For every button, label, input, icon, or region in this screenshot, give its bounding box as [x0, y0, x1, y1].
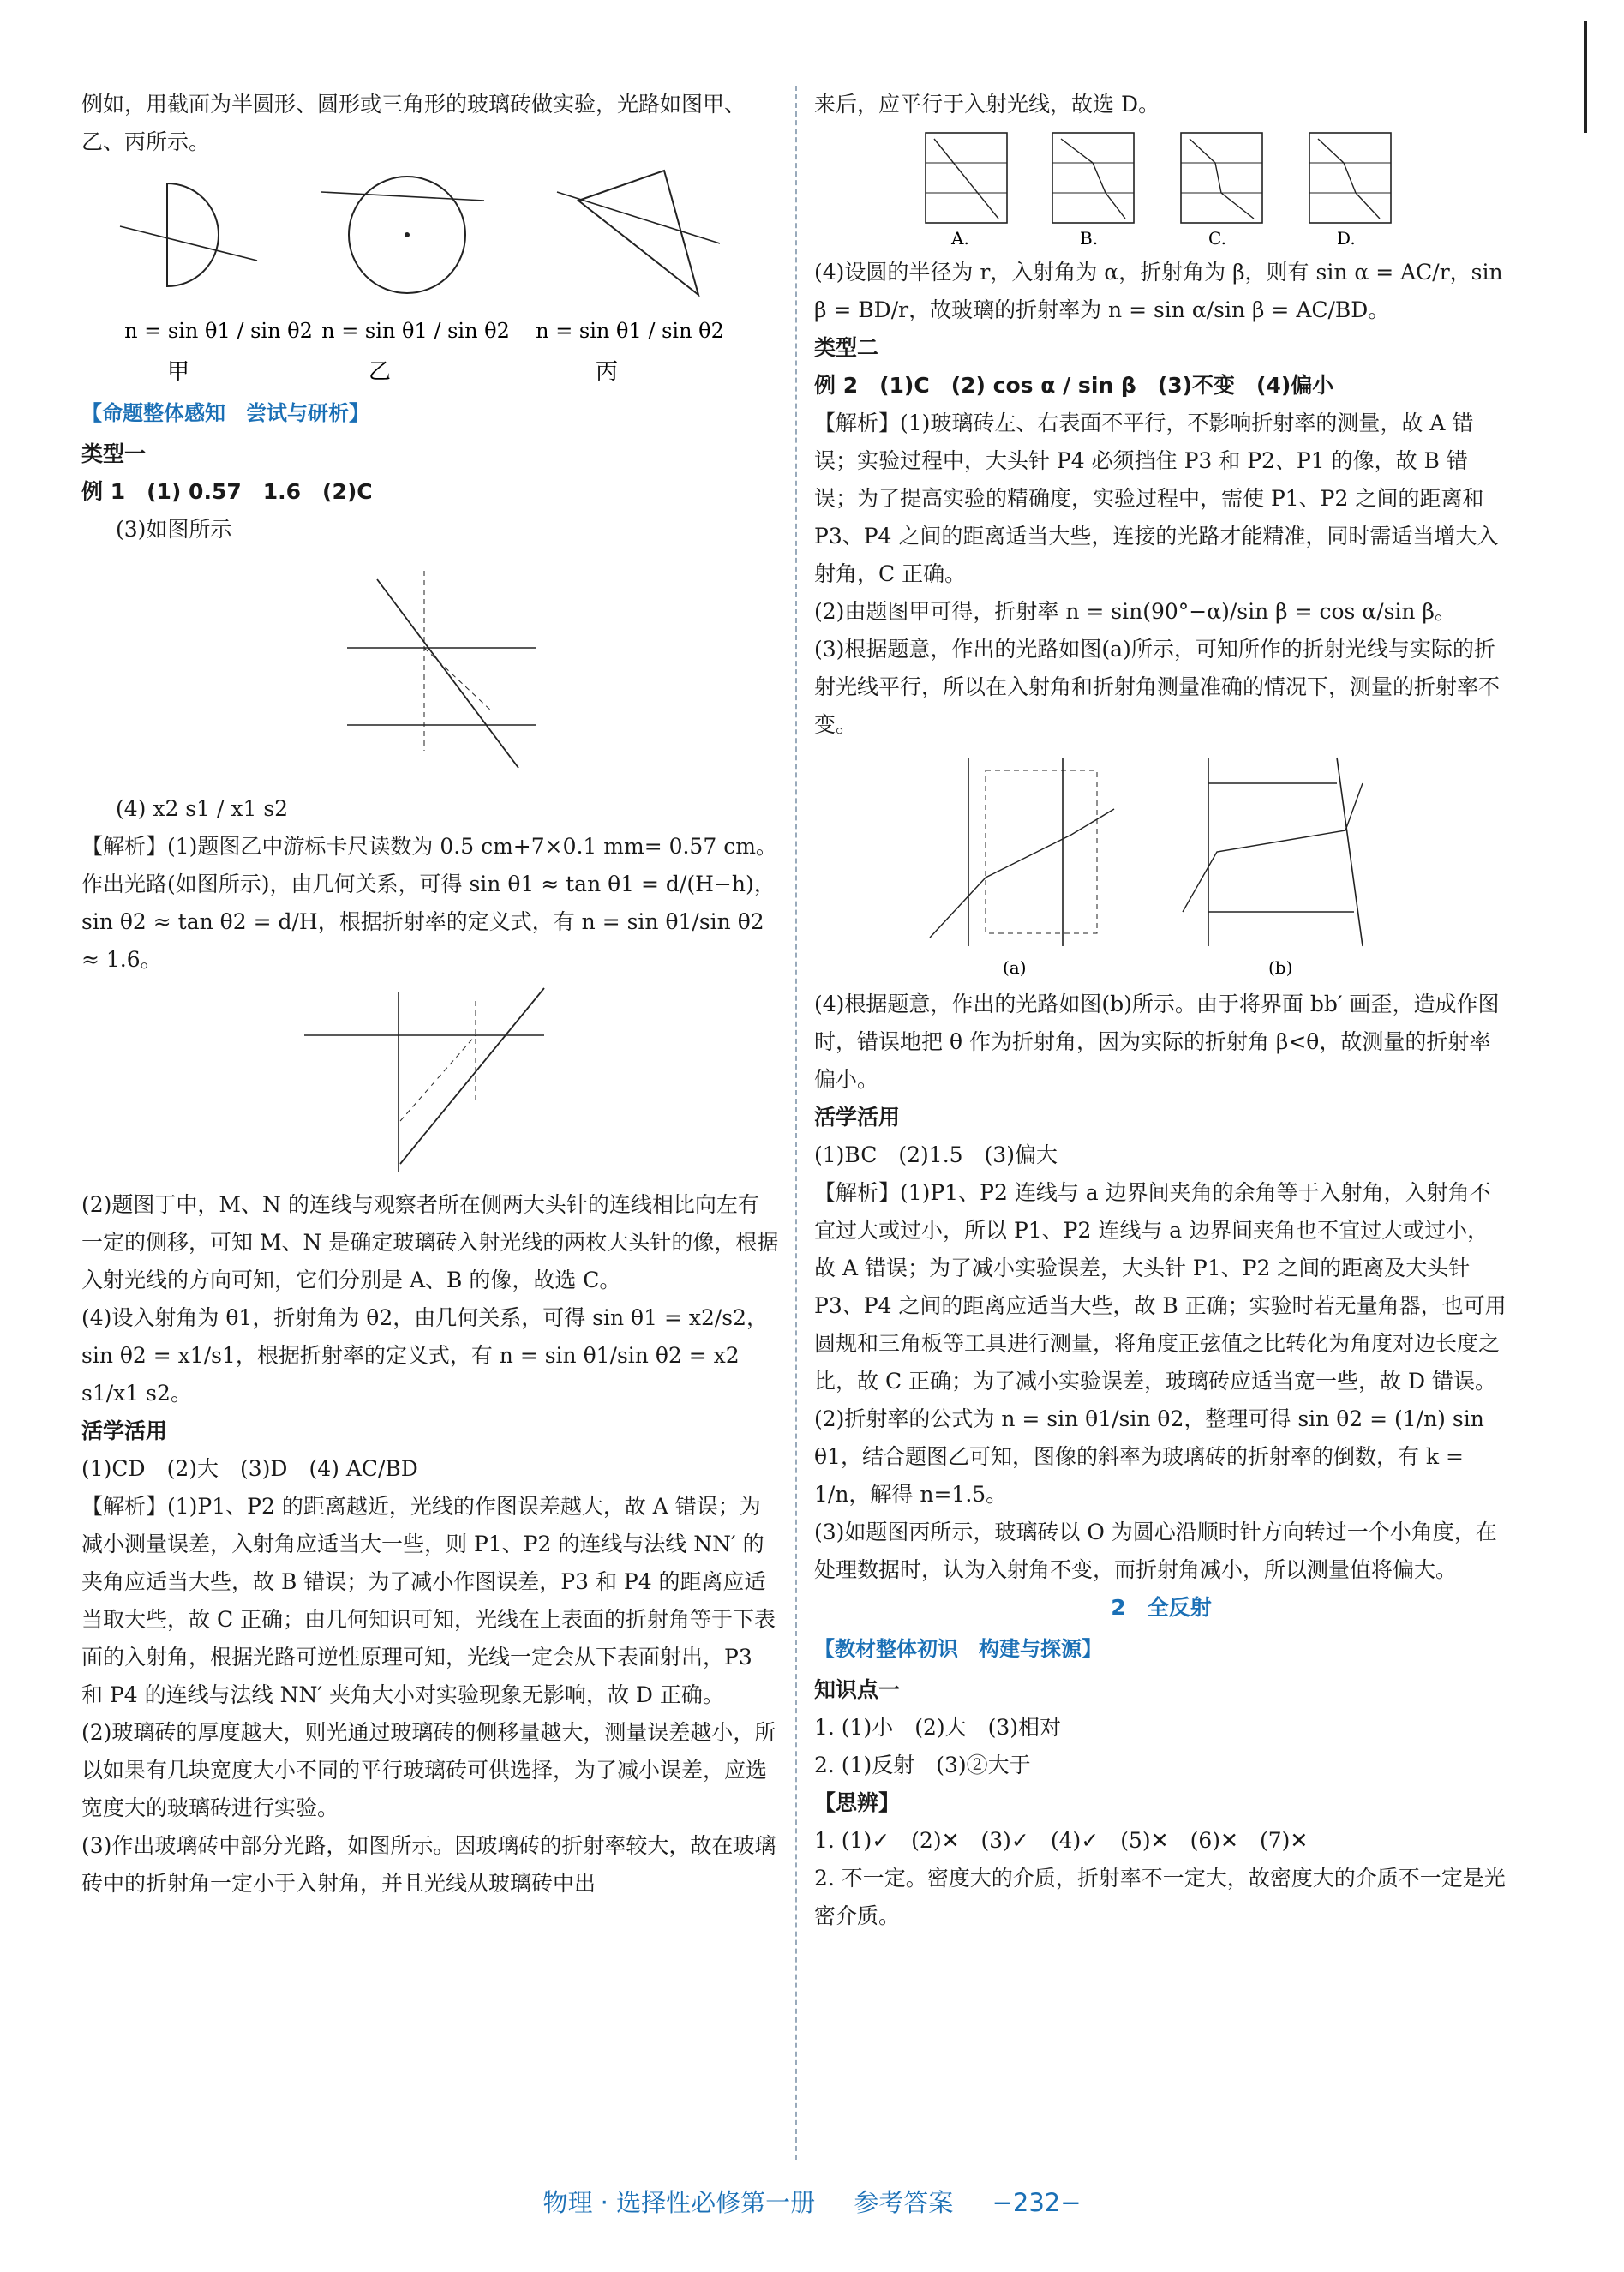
formula-bing: n = sin θ1 / sin θ2	[536, 319, 724, 343]
ray-yi	[321, 192, 484, 201]
ray-bing	[557, 192, 720, 243]
ex1-answer: 例 1 (1) 0.57 1.6 (2)C	[81, 479, 373, 504]
refracted-dashed	[424, 648, 493, 712]
think-item1: 1. (1)✓ (2)✕ (3)✓ (4)✓ (5)✕ (6)✕ (7)✕	[814, 1828, 1309, 1853]
page-edge-mark	[1584, 21, 1587, 133]
practice-analysis-right-2: (2)折射率的公式为 n = sin θ1/sin θ2，整理可得 sin θ2 = (1/n) sin θ1，结合题图乙可知，图像的斜率为玻璃砖的折射率的倒数，有 k = 1/n，解得 n=1.5。	[814, 1406, 1484, 1507]
analysis1-diagram	[81, 984, 780, 1181]
svg-text:B.: B.	[1080, 228, 1099, 249]
kp1-item2: 2. (1)反射 (3)②大于	[814, 1753, 1031, 1777]
eye-ray	[400, 988, 544, 1164]
diagram-a	[930, 758, 1114, 978]
ex1-part3: (3)如图所示	[116, 517, 232, 542]
footer-page-number: −232−	[992, 2188, 1082, 2217]
svg-text:A.: A.	[951, 228, 969, 249]
practice-title-right: 活学活用	[814, 1105, 901, 1130]
ab-diagrams	[814, 749, 1508, 980]
footer-subject: 物理 · 选择性必修第一册	[542, 2188, 816, 2217]
figure-ex1-path	[81, 554, 780, 785]
intro-paragraph: 例如，用截面为半圆形、圆形或三角形的玻璃砖做实验，光路如图甲、乙、丙所示。	[81, 92, 746, 154]
diagram-b	[1183, 758, 1363, 978]
refraction-figures	[81, 166, 780, 389]
formula-yi: n = sin θ1 / sin θ2	[321, 319, 510, 343]
ex2-analysis-2: (2)由题图甲可得，折射率 n = sin(90°−α)/sin β = cos α/sin β。	[814, 599, 1456, 624]
ex2-analysis-3: (3)根据题意，作出的光路如图(a)所示，可知所作的折射光线与实际的折射光线平行，所以在入射角和折射角测量准确的情况下，测量的折射率不变。	[814, 637, 1501, 737]
think-item2: 2. 不一定。密度大的介质，折射率不一定大，故密度大的介质不一定是光密介质。	[814, 1866, 1506, 1928]
svg-text:C.: C.	[1208, 228, 1226, 249]
left-column	[81, 86, 780, 1903]
practice-analysis-right-1: 【解析】(1)P1、P2 连线与 a 边界间夹角的余角等于入射角，入射角不宜过大或过小，所以 P1、P2 连线与 a 边界间夹角也不宜过大或过小，故 A 错误；为了减小实验误差，大头针 P1、P2 之间的距离及大头针 P3、P4 之间的距离应适当大些，故 B 正确；实验时若无量角器，也可用圆规和三角板等工具进行测量，将角度正弦值之比转化为角度对边长度之比，故 C 正确；为了减小实验误差，玻璃砖应适当宽一些，故 D 错误。	[814, 1180, 1507, 1394]
type1-heading: 类型一	[81, 441, 147, 466]
kp1-item1: 1. (1)小 (2)大 (3)相对	[814, 1715, 1062, 1740]
choice-b	[1052, 133, 1134, 249]
practice-answer-left: (1)CD (2)大 (3)D (4) AC/BD	[81, 1456, 418, 1481]
ex2-analysis-1: 【解析】(1)玻璃砖左、右表面不平行，不影响折射率的测量，故 A 错误；实验过程中，大头针 P4 必须挡住 P3 和 P2、P1 的像，故 B 错误；为了提高实验的精确度，实验过程中，需使 P1、P2 之间的距离和 P3、P4 之间的距离适当大些，连接的光路才能精准，同时需适当增大入射角，C 正确。	[814, 411, 1499, 586]
page-footer	[0, 2184, 1624, 2219]
caption-jia: 甲	[167, 359, 190, 385]
part4-paragraph: (4)设圆的半径为 r，入射角为 α，折射角为 β，则有 sin α = AC/r，sin β = BD/r，故玻璃的折射率为 n = sin α/sin β = AC/BD。	[814, 260, 1503, 322]
svg-text:(b): (b)	[1268, 957, 1293, 978]
practice-answer-right: (1)BC (2)1.5 (3)偏大	[814, 1142, 1058, 1167]
choice-diagrams	[814, 129, 1508, 249]
practice-analysis-3: (3)作出玻璃砖中部分光路，如图所示。因玻璃砖的折射率较大，故在玻璃砖中的折射角一定小于入射角，并且光线从玻璃砖中出	[81, 1833, 776, 1896]
choice-d	[1309, 133, 1391, 249]
figure-choices	[814, 129, 1508, 249]
analysis1-part2: (2)题图丁中，M、N 的连线与观察者所在侧两大头针的连线相比向左有一定的侧移，可知 M、N 是确定玻璃砖入射光线的两枚大头针的像，根据入射光线的方向可知，它们分别是 A、B 的像，故选 C。	[81, 1192, 779, 1292]
practice-analysis-right-3: (3)如题图丙所示，玻璃砖以 O 为圆心沿顺时针方向转过一个小角度，在处理数据时，认为入射角不变，而折射角减小，所以测量值将偏大。	[814, 1520, 1497, 1582]
knowledge-point-1: 知识点一	[814, 1677, 901, 1702]
semicircle-glass	[167, 183, 219, 286]
practice-title-left: 活学活用	[81, 1418, 168, 1443]
ray-jia	[120, 226, 257, 261]
caption-yi: 乙	[369, 359, 392, 385]
incident-ray	[377, 579, 518, 768]
figure-semicircle-circle-triangle	[81, 166, 780, 389]
circle-center	[405, 232, 410, 237]
type2-heading: 类型二	[814, 335, 879, 360]
section-2-title: 2 全反射	[1111, 1595, 1212, 1620]
section-header-textbook: 【教材整体初识 构建与探源】	[814, 1637, 1102, 1661]
image-ray	[400, 1035, 476, 1121]
analysis1-part1: 【解析】(1)题图乙中游标卡尺读数为 0.5 cm+7×0.1 mm= 0.57 cm。作出光路(如图所示)，由几何关系，可得 sin θ1 ≈ tan θ1 = d/(H−h)，sin θ2 ≈ tan θ2 = d/H，根据折射率的定义式，有 n = sin θ1/sin θ2 ≈ 1.6。	[81, 834, 777, 972]
ex2-answer: 例 2 (1)C (2) cos α / sin β (3)不变 (4)偏小	[814, 373, 1334, 398]
svg-text:(a): (a)	[1003, 957, 1027, 978]
think-heading: 【思辨】	[814, 1790, 901, 1815]
practice-analysis-1: 【解析】(1)P1、P2 的距离越近，光线的作图误差越大，故 A 错误；为减小测量误差，入射角应适当大一些，则 P1、P2 的连线与法线 NN′ 的夹角应适当大些，故 B 错误；为了减小作图误差，P3 和 P4 的距离应适当取大些，故 C 正确；由几何知识可知，光线在上表面的折射角等于下表面的入射角，根据光路可逆性原理可知，光线一定会从下表面射出，P3 和 P4 的连线与法线 NN′ 夹角大小对实验现象无影响，故 D 正确。	[81, 1494, 776, 1707]
ex1-light-path	[81, 554, 780, 785]
section-header-analysis: 【命题整体感知 尝试与研析】	[81, 401, 369, 425]
svg-text:D.: D.	[1337, 228, 1356, 249]
footer-label: 参考答案	[854, 2188, 954, 2217]
figure-ab	[814, 749, 1508, 980]
analysis1-part4: (4)设入射角为 θ1，折射角为 θ2，由几何关系，可得 sin θ1 = x2/s2，sin θ2 = x1/s1，根据折射率的定义式，有 n = sin θ1/sin θ2 = x2 s1/x1 s2。	[81, 1305, 769, 1406]
formula-jia: n = sin θ1 / sin θ2	[124, 319, 313, 343]
caption-bing: 丙	[596, 359, 619, 385]
ex2-analysis-4: (4)根据题意，作出的光路如图(b)所示。由于将界面 bb′ 画歪，造成作图时，错误地把 θ 作为折射角，因为实际的折射角 β<θ，故测量的折射率偏小。	[814, 992, 1500, 1092]
ex1-part4: (4) x2 s1 / x1 s2	[116, 796, 289, 821]
continuation-line: 来后，应平行于入射光线，故选 D。	[814, 92, 1160, 117]
practice-analysis-2: (2)玻璃砖的厚度越大，则光通过玻璃砖的侧移量越大，测量误差越小，所以如果有几块宽度大小不同的平行玻璃砖可供选择，为了减小误差，应选宽度大的玻璃砖进行实验。	[81, 1720, 776, 1820]
choice-c	[1181, 133, 1262, 249]
choice-a	[926, 133, 1007, 249]
right-column	[814, 86, 1508, 1935]
column-divider	[795, 86, 797, 2160]
figure-analysis1	[81, 984, 780, 1181]
triangle-glass	[578, 171, 698, 295]
